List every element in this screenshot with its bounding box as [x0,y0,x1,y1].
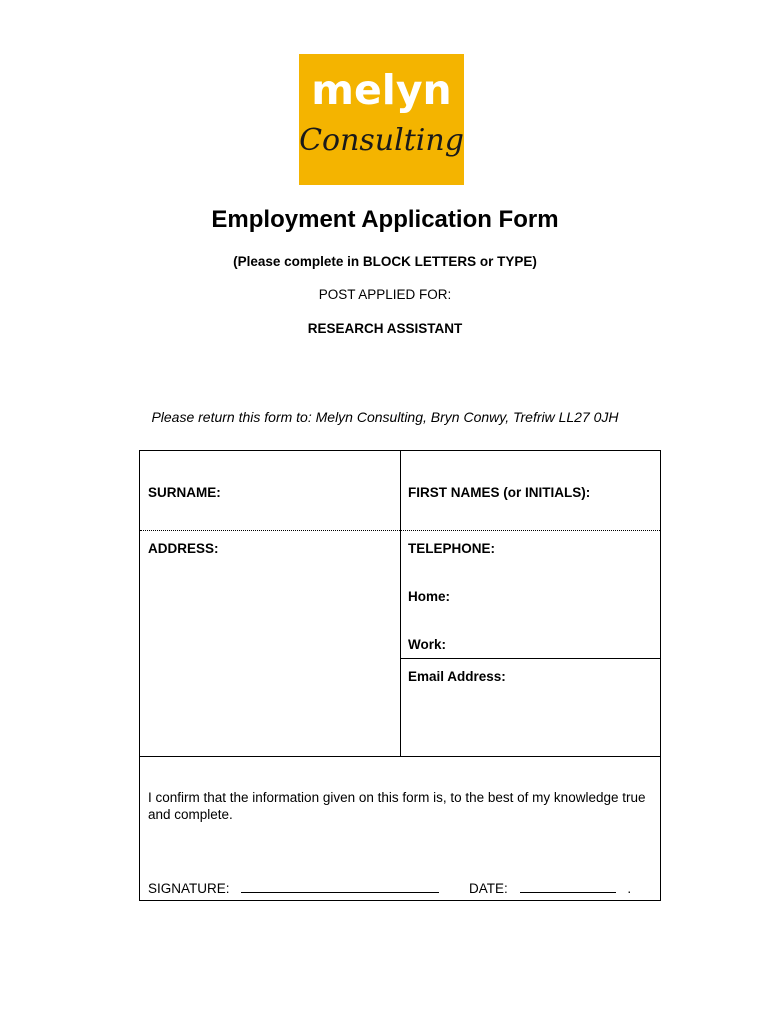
signature-row [148,879,631,897]
home-phone-field[interactable]: Home: [408,589,451,604]
row-divider-1 [140,530,660,531]
date-label: DATE: [469,881,508,896]
page-title: Employment Application Form [211,206,559,233]
confirmation-statement: I confirm that the information given on this form is, to the best of my knowledge true and complete. [148,790,646,822]
signature-line[interactable] [241,879,439,893]
bottom-dotted-line [140,900,660,901]
column-divider [400,451,401,756]
first-names-field[interactable]: FIRST NAMES (or INITIALS): [408,485,591,500]
application-form-table [139,450,661,901]
company-logo [299,54,464,185]
date-line[interactable] [520,879,616,893]
telephone-label: TELEPHONE: [408,541,496,556]
logo-name: melyn [311,66,452,114]
post-applied-label: POST APPLIED FOR: [318,287,452,302]
surname-field[interactable]: SURNAME: [148,485,221,500]
logo-tagline: Consulting [299,123,464,158]
email-field[interactable]: Email Address: [408,669,506,684]
date-suffix: . [627,881,632,896]
return-address-note: Please return this form to: Melyn Consulting, Bryn Conwy, Trefriw LL27 0JH [151,409,619,425]
post-applied-value: RESEARCH ASSISTANT [307,321,463,336]
work-phone-field[interactable]: Work: [408,637,447,652]
signature-label: SIGNATURE: [148,881,230,896]
row-divider-2 [140,756,660,757]
address-field[interactable]: ADDRESS: [148,541,219,556]
instructions: (Please complete in BLOCK LETTERS or TYPE) [233,254,537,269]
email-divider [400,658,661,659]
